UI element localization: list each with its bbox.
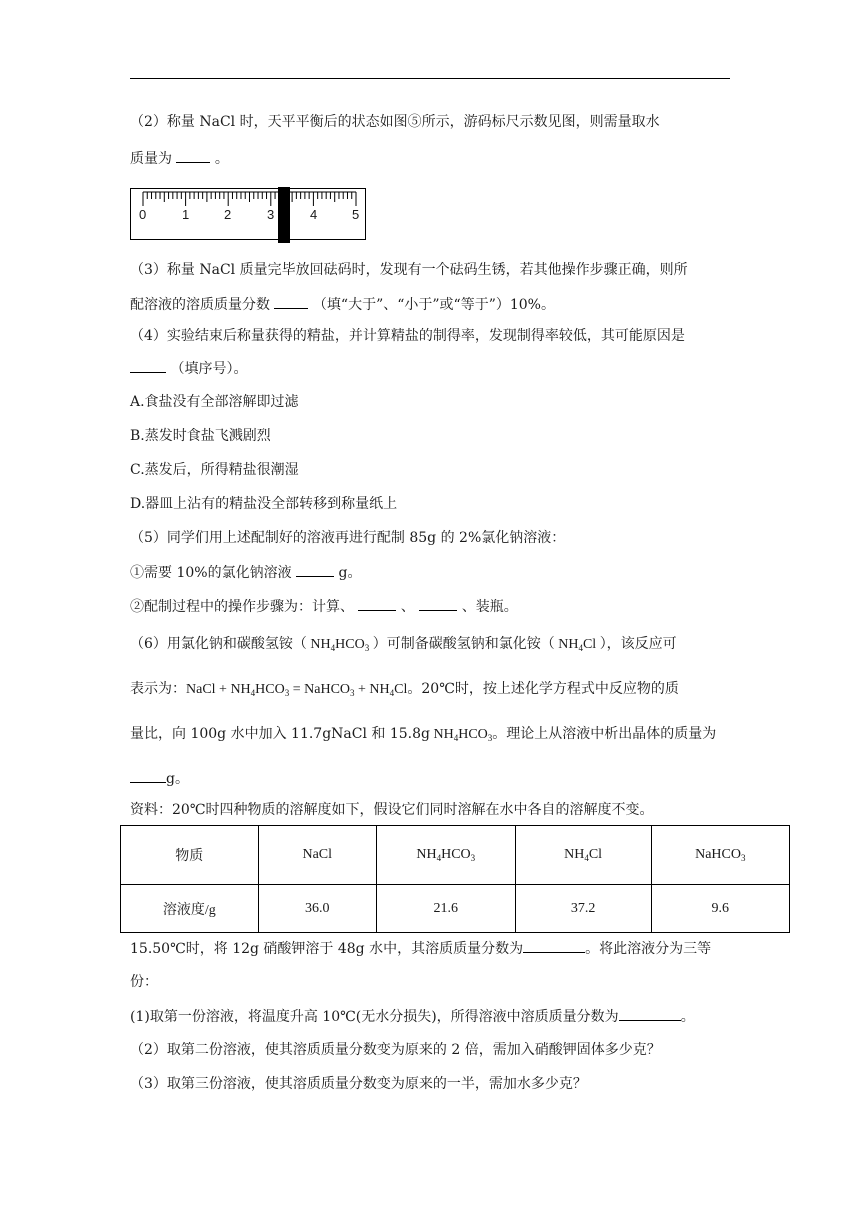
q3-line1: （3）称量 NaCl 质量完毕放回砝码时，发现有一个砝码生锈，若其他操作步骤正确，则所: [130, 262, 688, 278]
q6-line1-b: ）可制备碳酸氢钠和氯化铵（: [372, 636, 555, 652]
rider-slider: [278, 187, 290, 243]
q5-sub1-blank[interactable]: [296, 562, 334, 577]
q5-sub2-blank-2[interactable]: [419, 596, 457, 611]
table-row: [121, 885, 790, 933]
q2-line1: （2）称量 NaCl 时，天平平衡后的状态如图⑤所示，游码标尺示数见图，则需量取水: [130, 114, 660, 130]
q6-line2-text: 表示为：: [130, 681, 186, 697]
ruler-label-3: 3: [267, 207, 275, 222]
q15-line2: 份：: [130, 974, 158, 990]
q2-line2-text: 质量为: [130, 151, 172, 167]
ruler-label-4: 4: [310, 207, 318, 222]
q5-sub2-blank-1[interactable]: [358, 596, 396, 611]
q6-line4: [130, 768, 189, 789]
q6-line3-text: 量比，向 100g 水中加入 11.7gNaCl 和 15.8g: [130, 726, 430, 742]
ruler-label-5: 5: [352, 207, 360, 222]
q5-line1: （5）同学们用上述配制好的溶液再进行配制 85g 的 2%氯化钠溶液：: [130, 530, 566, 546]
q4-option-d: D.器皿上沾有的精盐没全部转移到称量纸上: [130, 496, 398, 512]
table-cell: 36.0: [258, 885, 376, 933]
q2-line2-end: 。: [214, 151, 229, 167]
q5-sub1: [130, 562, 361, 583]
formula-nh4cl: $NH_4Cl$: [554, 637, 600, 653]
q4-line2-end: （填序号）。: [170, 361, 248, 377]
q6-line1-a: （6）用氯化钠和碳酸氢铵（: [130, 636, 307, 652]
table-cell: 9.6: [651, 885, 789, 933]
header-rule: [130, 78, 730, 79]
table-header-nh4hco3: $NH_4HCO_3$: [376, 826, 515, 885]
q15-part2: （2）取第二份溶液，使其溶质质量分数变为原来的 2 倍，需加入硝酸钾固体多少克？: [130, 1042, 661, 1058]
table-header-nacl: NaCl: [258, 826, 376, 885]
q15-part1: [130, 1006, 695, 1027]
q6-note: 资料：20℃时四种物质的溶解度如下，假设它们同时溶解在水中各自的溶解度不变。: [130, 802, 654, 818]
table-cell: 37.2: [515, 885, 651, 933]
q4-line2: [130, 358, 247, 379]
ruler-label-2: 2: [224, 207, 232, 222]
q15-line1-end: 。将此溶液分为三等: [585, 941, 712, 957]
q6-answer-blank[interactable]: [130, 768, 166, 783]
q5-sub2-end: 、装瓶。: [461, 599, 518, 615]
q5-sub1-text: ①需要 10%的氯化钠溶液: [130, 565, 292, 581]
ruler-ticks: [131, 189, 367, 241]
q3-line2-text: 配溶液的溶质质量分数: [130, 297, 270, 313]
q5-sub1-end: g。: [338, 565, 362, 581]
q6-line3: [130, 724, 716, 745]
q4-line1: （4）实验结束后称量获得的精盐，并计算精盐的制得率，发现制得率较低，其可能原因是: [130, 328, 685, 344]
reaction-equation: NaCl + $NH_4HCO_3$ = NaHCO$_3$ + $NH_4Cl$: [186, 682, 408, 698]
q6-line3-end: 。理论上从溶液中析出晶体的质量为: [492, 726, 717, 742]
q4-answer-blank[interactable]: [130, 358, 166, 373]
q2-line2: [130, 148, 229, 169]
q6-line1: [130, 634, 677, 655]
q15-line1-text: 15.50℃时，将 12g 硝酸钾溶于 48g 水中，其溶质质量分数为: [130, 941, 524, 957]
q15-part1-text: (1)取第一份溶液，将温度升高 10℃(无水分损失)，所得溶液中溶质质量分数为: [130, 1009, 619, 1025]
q4-option-b: B.蒸发时食盐飞溅剧烈: [130, 428, 271, 444]
q6-line1-c: ），该反应可: [599, 636, 677, 652]
solubility-table: [120, 825, 790, 933]
q3-line2: [130, 294, 555, 315]
q3-answer-blank[interactable]: [274, 294, 308, 309]
q15-answer-blank[interactable]: [523, 938, 585, 953]
q6-line4-end: g。: [166, 771, 189, 787]
q4-option-a: A.食盐没有全部溶解即过滤: [130, 394, 299, 410]
q15-line1: [130, 938, 711, 959]
table-header-nh4cl: $NH_4Cl$: [515, 826, 651, 885]
rider-scale-figure: [130, 188, 366, 240]
formula-nh4hco3-2: $NH_4HCO_3$: [430, 727, 493, 743]
q6-line2-end: 。20℃时，按上述化学方程式中反应物的质: [407, 681, 679, 697]
q6-line2: [130, 679, 679, 700]
q3-line2-end: （填“大于”、“小于”或“等于”）10%。: [312, 297, 555, 313]
q5-sub2: [130, 596, 518, 617]
ruler-label-1: 1: [182, 207, 190, 222]
q15-part1-end: 。: [680, 1009, 695, 1025]
table-header-cell: 物质: [121, 826, 259, 885]
q15-part3: （3）取第三份溶液，使其溶质质量分数变为原来的一半，需加水多少克？: [130, 1076, 587, 1092]
q15-part1-blank[interactable]: [619, 1006, 681, 1021]
q5-sub2-text: ②配制过程中的操作步骤为：计算、: [130, 599, 354, 615]
table-cell: 21.6: [376, 885, 515, 933]
table-row-label: 溶液度/g: [121, 885, 259, 933]
q5-sub2-sep: 、: [400, 599, 415, 615]
table-header-nahco3: NaHCO$_3$: [651, 826, 789, 885]
q2-answer-blank[interactable]: [176, 148, 210, 163]
formula-nh4hco3: $NH_4HCO_3$: [306, 637, 370, 653]
q4-option-c: C.蒸发后，所得精盐很潮湿: [130, 462, 299, 478]
table-row: [121, 826, 790, 885]
ruler-label-0: 0: [139, 207, 147, 222]
